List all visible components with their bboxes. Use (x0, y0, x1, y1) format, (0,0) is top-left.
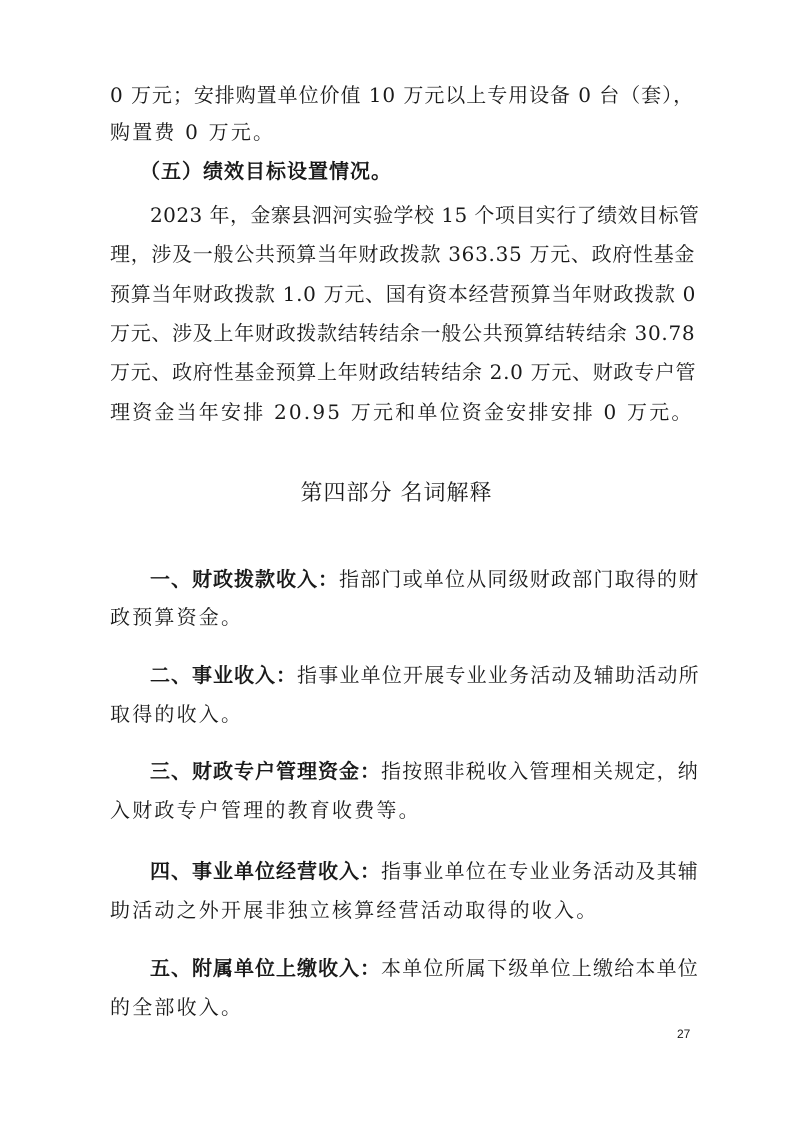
body-text-line: 购置费 0 万元。 (110, 120, 276, 144)
definition-term: 五、附属单位上缴收入： (150, 956, 381, 980)
definition-line (150, 954, 699, 982)
definition-text: 指事业单位在专业业务活动及其辅 (381, 859, 699, 883)
definition-line (150, 857, 699, 885)
body-text-line: 万元、政府性基金预算上年财政结转结余 2.0 万元、财政专户管 (110, 360, 697, 384)
definition-term: 四、事业单位经营收入： (150, 859, 381, 883)
definition-term: 一、财政拨款收入： (150, 567, 339, 591)
part-title: 第四部分 名词解释 (300, 481, 493, 506)
definition-text: 本单位所属下级单位上缴给本单位 (381, 956, 699, 980)
body-text-line: 理，涉及一般公共预算当年财政拨款 363.35 万元、政府性基金 (110, 242, 696, 266)
definition-line: 入财政专户管理的教育收费等。 (110, 798, 421, 822)
definition-line (150, 661, 700, 689)
body-text-line: 预算当年财政拨款 1.0 万元、国有资本经营预算当年财政拨款 0 (110, 282, 697, 306)
definition-line: 取得的收入。 (110, 702, 244, 726)
section-heading: （五）绩效目标设置情况。 (140, 159, 392, 183)
definition-line: 政预算资金。 (110, 605, 244, 629)
body-text-line: 万元、涉及上年财政拨款结转结余一般公共预算结转结余 30.78 (110, 321, 696, 345)
definition-text: 指事业单位开展专业业务活动及辅助活动所 (297, 663, 700, 687)
body-text-line: 2023 年，金寨县泗河实验学校 15 个项目实行了绩效目标管 (150, 203, 700, 227)
body-text-line: 理资金当年安排 20.95 万元和单位资金安排安排 0 万元。 (110, 400, 694, 424)
definition-line (150, 565, 699, 593)
definition-line: 的全部收入。 (110, 995, 244, 1019)
definition-term: 三、财政专户管理资金： (150, 759, 381, 783)
definition-term: 二、事业收入： (150, 663, 297, 687)
definition-line: 助活动之外开展非独立核算经营活动取得的收入。 (110, 898, 599, 922)
definition-line (150, 757, 699, 785)
body-text-line: 0 万元；安排购置单位价值 10 万元以上专用设备 0 台（套）， (110, 83, 695, 107)
definition-text: 指部门或单位从同级财政部门取得的财 (339, 567, 700, 591)
definition-text: 指按照非税收入管理相关规定，纳 (381, 759, 699, 783)
page-number: 27 (677, 1027, 691, 1041)
